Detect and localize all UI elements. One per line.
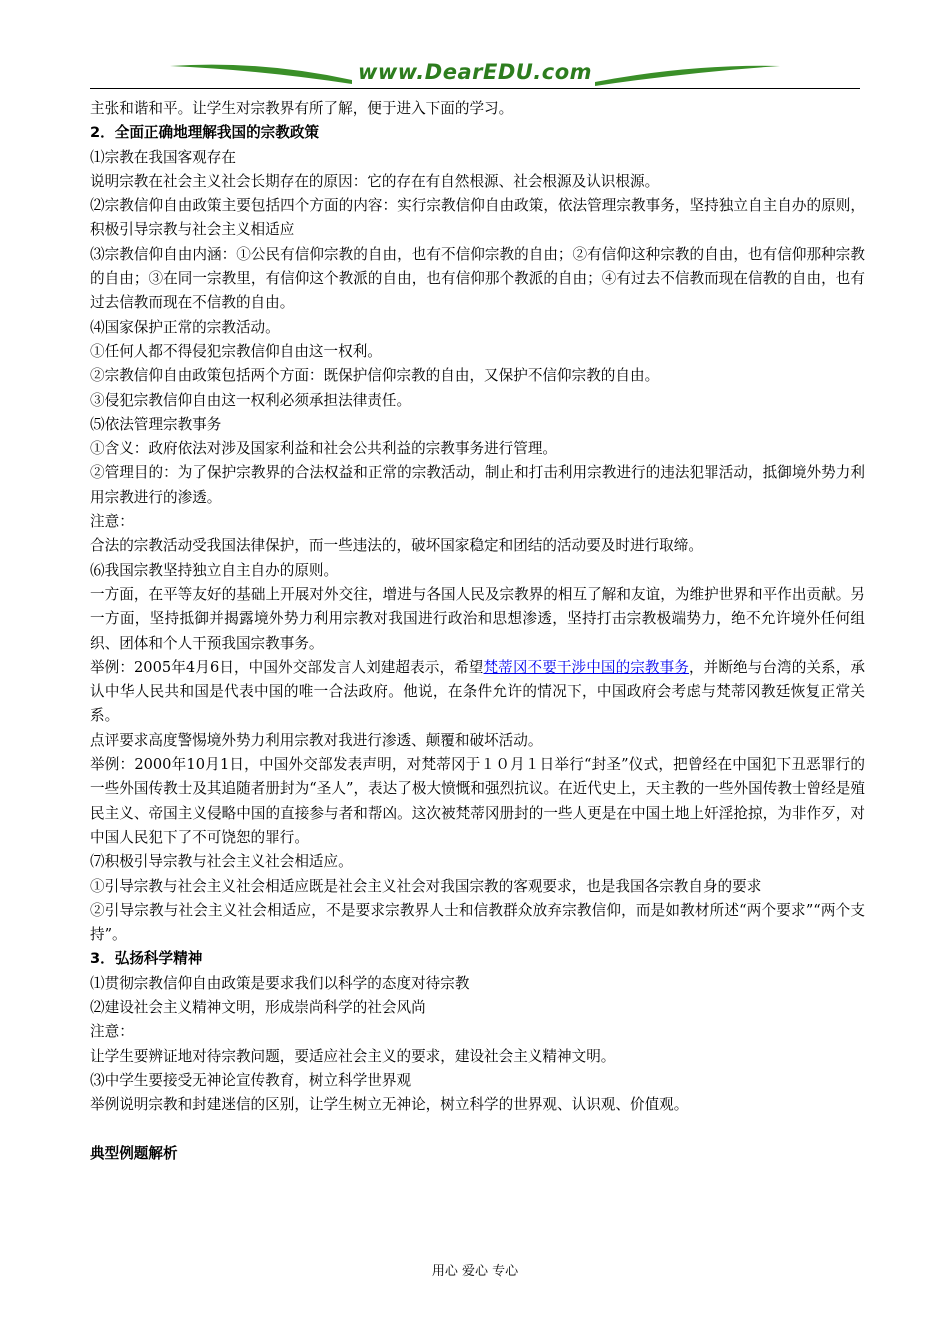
paragraph: 说明宗教在社会主义社会长期存在的原因：它的存在有自然根源、社会根源及认识根源。 xyxy=(90,172,660,190)
section-heading: 3．弘扬科学精神 xyxy=(90,950,203,968)
note-label: 注意： xyxy=(90,1023,134,1041)
blank-line xyxy=(90,1117,865,1141)
paragraph: 举例说明宗教和封建迷信的区别，让学生树立无神论，树立科学的世界观、认识观、价值观。 xyxy=(90,1096,689,1114)
paragraph: 点评要求高度警惕境外势力利用宗教对我进行渗透、颠覆和破坏活动。 xyxy=(90,731,543,749)
site-logo-text[interactable]: www.DearEDU.com xyxy=(357,60,593,84)
paragraph: ⑵建设社会主义精神文明，形成崇尚科学的社会风尚 xyxy=(90,998,426,1016)
paragraph: ②宗教信仰自由政策包括两个方面：既保护信仰宗教的自由，又保护不信仰宗教的自由。 xyxy=(90,367,660,385)
paragraph-text: ，并断绝与台湾的关系，承认中华人民共和国是代表中国的唯一合法政府。他说，在条件允许的情况下，中国政府会考虑与梵蒂冈教廷恢复正常关系。 xyxy=(90,658,865,725)
page-footer: 用心 爱心 专心 xyxy=(431,1264,519,1279)
paragraph: ⑹我国宗教坚持独立自主自办的原则。 xyxy=(90,561,339,579)
paragraph: ②管理目的：为了保护宗教界的合法权益和正常的宗教活动，制止和打击利用宗教进行的违法犯罪活动，抵御境外势力利用宗教进行的渗透。 xyxy=(90,464,865,506)
paragraph: 一方面，在平等友好的基础上开展对外交往，增进与各国人民及宗教界的相互了解和友谊，为维护世界和平作出贡献。另一方面，坚持抵御并揭露境外势力利用宗教对我国进行政治和思想渗透，坚持打击宗教极端势力，绝不允许境外任何组织、团体和个人干预我国宗教事务。 xyxy=(90,585,865,652)
paragraph-with-link xyxy=(90,656,865,729)
paragraph: ①任何人都不得侵犯宗教信仰自由这一权利。 xyxy=(90,342,382,360)
page-header xyxy=(90,58,860,90)
paragraph: ⑶中学生要接受无神论宣传教育，树立科学世界观 xyxy=(90,1071,412,1089)
paragraph: ⑵宗教信仰自由政策主要包括四个方面的内容：实行宗教信仰自由政策，依法管理宗教事务，坚持独立自主自办的原则，积极引导宗教与社会主义相适应 xyxy=(90,197,865,239)
paragraph: 举例：2000年10月1日，中国外交部发表声明，对梵蒂冈于１０月１日举行“封圣”仪式，把曾经在中国犯下丑恶罪行的一些外国传教士及其追随者册封为“圣人”，表达了极大愤慨和强烈抗议。在近代史上，天主教的一些外国传教士曾经是殖民主义、帝国主义侵略中国的直接参与者和帮凶。这次被梵蒂冈册封的一些人更是在中国土地上奸淫抢掠，为非作歹，对中国人民犯下了不可饶恕的罪行。 xyxy=(90,756,865,846)
paragraph: 主张和谐和平。让学生对宗教界有所了解，便于进入下面的学习。 xyxy=(90,100,514,117)
paragraph: ②引导宗教与社会主义社会相适应，不是要求宗教界人士和信教群众放弃宗教信仰，而是如教材所述“两个要求”“两个支持”。 xyxy=(90,901,865,944)
paragraph: 合法的宗教活动受我国法律保护，而一些违法的，破坏国家稳定和团结的活动要及时进行取缔。 xyxy=(90,537,703,555)
paragraph: ⑸依法管理宗教事务 xyxy=(90,415,222,433)
section-heading: 2．全面正确地理解我国的宗教政策 xyxy=(90,124,320,142)
paragraph: ①引导宗教与社会主义社会相适应既是社会主义社会对我国宗教的客观要求，也是我国各宗教自身的要求 xyxy=(90,877,762,895)
paragraph: ⑷国家保护正常的宗教活动。 xyxy=(90,318,280,336)
vatican-news-link[interactable]: 梵蒂冈不要干涉中国的宗教事务 xyxy=(483,658,689,676)
paragraph: ①含义：政府依法对涉及国家利益和社会公共利益的宗教事务进行管理。 xyxy=(90,440,558,458)
paragraph: ⑴贯彻宗教信仰自由政策是要求我们以科学的态度对待宗教 xyxy=(90,974,470,992)
document-body xyxy=(90,97,865,1166)
paragraph: 让学生要辨证地对待宗教问题，要适应社会主义的要求，建设社会主义精神文明。 xyxy=(90,1047,616,1065)
paragraph-text: 举例：2005年4月6日，中国外交部发言人刘建超表示，希望 xyxy=(90,658,484,676)
paragraph: ⑺积极引导宗教与社会主义社会相适应。 xyxy=(90,853,353,871)
paragraph: ⑴宗教在我国客观存在 xyxy=(90,148,236,166)
paragraph: ⑶宗教信仰自由内涵：①公民有信仰宗教的自由，也有不信仰宗教的自由；②有信仰这种宗教的自由，也有信仰那种宗教的自由；③在同一宗教里，有信仰这个教派的自由，也有信仰那个教派的自由；④有过去不信教而现在信教的自由，也有过去信教而现在不信教的自由。 xyxy=(90,245,865,312)
section-heading: 典型例题解析 xyxy=(90,1144,178,1162)
paragraph: ③侵犯宗教信仰自由这一权利必须承担法律责任。 xyxy=(90,391,412,409)
header-rule xyxy=(90,88,860,89)
note-label: 注意： xyxy=(90,513,134,531)
